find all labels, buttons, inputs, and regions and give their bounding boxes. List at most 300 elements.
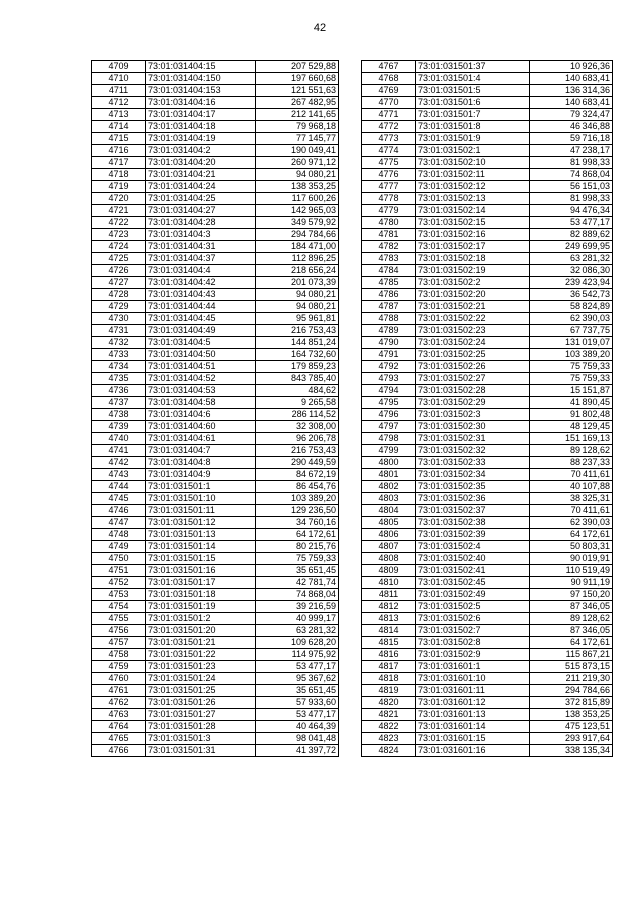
cadastral-number: 73:01:031404:3 [146, 229, 256, 241]
table-row [362, 721, 613, 733]
cadastral-value: 79 324,47 [530, 109, 613, 121]
row-number: 4715 [92, 133, 146, 145]
cadastral-number: 73:01:031404:21 [146, 169, 256, 181]
row-number: 4720 [92, 193, 146, 205]
cadastral-value: 40 107,88 [530, 481, 613, 493]
cadastral-number: 73:01:031502:36 [416, 493, 530, 505]
row-number: 4761 [92, 685, 146, 697]
cadastral-value: 32 086,30 [530, 265, 613, 277]
cadastral-value: 15 151,87 [530, 385, 613, 397]
table-row [92, 625, 339, 637]
cadastral-value: 103 389,20 [256, 493, 339, 505]
cadastral-value: 216 753,43 [256, 445, 339, 457]
table-row [92, 265, 339, 277]
cadastral-value: 53 477,17 [530, 217, 613, 229]
row-number: 4716 [92, 145, 146, 157]
cadastral-value: 144 851,24 [256, 337, 339, 349]
cadastral-number: 73:01:031502:41 [416, 565, 530, 577]
row-number: 4797 [362, 421, 416, 433]
cadastral-number: 73:01:031501:8 [416, 121, 530, 133]
row-number: 4712 [92, 97, 146, 109]
table-row [362, 613, 613, 625]
row-number: 4802 [362, 481, 416, 493]
row-number: 4799 [362, 445, 416, 457]
cadastral-value: 58 824,89 [530, 301, 613, 313]
table-row [362, 325, 613, 337]
table-row [92, 733, 339, 745]
cadastral-number: 73:01:031501:16 [146, 565, 256, 577]
table-row [362, 349, 613, 361]
row-number: 4811 [362, 589, 416, 601]
cadastral-number: 73:01:031501:15 [146, 553, 256, 565]
cadastral-number: 73:01:031501:23 [146, 661, 256, 673]
row-number: 4729 [92, 301, 146, 313]
row-number: 4731 [92, 325, 146, 337]
cadastral-number: 73:01:031601:14 [416, 721, 530, 733]
cadastral-number: 73:01:031502:20 [416, 289, 530, 301]
cadastral-value: 112 896,25 [256, 253, 339, 265]
table-row [362, 745, 613, 757]
cadastral-number: 73:01:031404:28 [146, 217, 256, 229]
row-number: 4782 [362, 241, 416, 253]
cadastral-number: 73:01:031404:61 [146, 433, 256, 445]
row-number: 4822 [362, 721, 416, 733]
row-number: 4767 [362, 61, 416, 73]
table-row [92, 337, 339, 349]
cadastral-value: 96 206,78 [256, 433, 339, 445]
cadastral-value: 216 753,43 [256, 325, 339, 337]
cadastral-number: 73:01:031404:17 [146, 109, 256, 121]
cadastral-value: 197 660,68 [256, 73, 339, 85]
cadastral-number: 73:01:031404:16 [146, 97, 256, 109]
row-number: 4815 [362, 637, 416, 649]
table-row [92, 745, 339, 757]
row-number: 4726 [92, 265, 146, 277]
row-number: 4793 [362, 373, 416, 385]
cadastral-number: 73:01:031502:22 [416, 313, 530, 325]
table-row [92, 481, 339, 493]
cadastral-number: 73:01:031501:18 [146, 589, 256, 601]
row-number: 4788 [362, 313, 416, 325]
cadastral-number: 73:01:031601:11 [416, 685, 530, 697]
row-number: 4786 [362, 289, 416, 301]
table-row [92, 697, 339, 709]
cadastral-number: 73:01:031404:153 [146, 85, 256, 97]
cadastral-value: 67 737,75 [530, 325, 613, 337]
cadastral-number: 73:01:031404:20 [146, 157, 256, 169]
row-number: 4771 [362, 109, 416, 121]
row-number: 4824 [362, 745, 416, 757]
table-row [92, 373, 339, 385]
row-number: 4721 [92, 205, 146, 217]
row-number: 4725 [92, 253, 146, 265]
row-number: 4732 [92, 337, 146, 349]
cadastral-number: 73:01:031404:43 [146, 289, 256, 301]
cadastral-number: 73:01:031404:7 [146, 445, 256, 457]
cadastral-value: 843 785,40 [256, 373, 339, 385]
cadastral-number: 73:01:031502:15 [416, 217, 530, 229]
table-row [362, 409, 613, 421]
cadastral-number: 73:01:031404:24 [146, 181, 256, 193]
row-number: 4724 [92, 241, 146, 253]
cadastral-number: 73:01:031502:28 [416, 385, 530, 397]
cadastral-number: 73:01:031501:19 [146, 601, 256, 613]
cadastral-number: 73:01:031501:17 [146, 577, 256, 589]
cadastral-value: 94 080,21 [256, 169, 339, 181]
cadastral-value: 81 998,33 [530, 157, 613, 169]
table-row [362, 685, 613, 697]
cadastral-value: 138 353,25 [256, 181, 339, 193]
table-row [362, 673, 613, 685]
cadastral-number: 73:01:031404:60 [146, 421, 256, 433]
cadastral-number: 73:01:031502:26 [416, 361, 530, 373]
table-row [362, 505, 613, 517]
cadastral-value: 63 281,32 [256, 625, 339, 637]
cadastral-value: 129 236,50 [256, 505, 339, 517]
table-row [362, 517, 613, 529]
cadastral-value: 48 129,45 [530, 421, 613, 433]
cadastral-number: 73:01:031502:31 [416, 433, 530, 445]
row-number: 4736 [92, 385, 146, 397]
table-row [362, 637, 613, 649]
cadastral-value: 70 411,61 [530, 469, 613, 481]
row-number: 4754 [92, 601, 146, 613]
table-row [92, 181, 339, 193]
cadastral-number: 73:01:031502:19 [416, 265, 530, 277]
row-number: 4746 [92, 505, 146, 517]
table-row [362, 397, 613, 409]
cadastral-value: 140 683,41 [530, 73, 613, 85]
cadastral-number: 73:01:031501:1 [146, 481, 256, 493]
cadastral-value: 35 651,45 [256, 685, 339, 697]
table-row [362, 253, 613, 265]
row-number: 4751 [92, 565, 146, 577]
row-number: 4795 [362, 397, 416, 409]
table-row [92, 457, 339, 469]
row-number: 4765 [92, 733, 146, 745]
table-row [362, 565, 613, 577]
cadastral-value: 56 151,03 [530, 181, 613, 193]
cadastral-value: 90 019,91 [530, 553, 613, 565]
table-row [362, 337, 613, 349]
cadastral-value: 131 019,07 [530, 337, 613, 349]
row-number: 4766 [92, 745, 146, 757]
row-number: 4801 [362, 469, 416, 481]
table-row [362, 625, 613, 637]
row-number: 4804 [362, 505, 416, 517]
cadastral-number: 73:01:031501:25 [146, 685, 256, 697]
cadastral-value: 50 803,31 [530, 541, 613, 553]
cadastral-value: 239 423,94 [530, 277, 613, 289]
row-number: 4770 [362, 97, 416, 109]
row-number: 4723 [92, 229, 146, 241]
cadastral-value: 32 308,00 [256, 421, 339, 433]
cadastral-number: 73:01:031404:25 [146, 193, 256, 205]
cadastral-number: 73:01:031502:29 [416, 397, 530, 409]
table-row [92, 145, 339, 157]
row-number: 4768 [362, 73, 416, 85]
table-row [92, 361, 339, 373]
row-number: 4713 [92, 109, 146, 121]
cadastral-number: 73:01:031502:5 [416, 601, 530, 613]
parcel-table-right [361, 60, 613, 757]
cadastral-value: 84 672,19 [256, 469, 339, 481]
cadastral-value: 63 281,32 [530, 253, 613, 265]
row-number: 4803 [362, 493, 416, 505]
cadastral-value: 475 123,51 [530, 721, 613, 733]
cadastral-number: 73:01:031501:6 [416, 97, 530, 109]
cadastral-value: 74 868,04 [530, 169, 613, 181]
row-number: 4781 [362, 229, 416, 241]
cadastral-value: 212 141,65 [256, 109, 339, 121]
row-number: 4756 [92, 625, 146, 637]
table-row [92, 613, 339, 625]
table-row [362, 577, 613, 589]
table-row [362, 85, 613, 97]
row-number: 4762 [92, 697, 146, 709]
table-row [92, 529, 339, 541]
cadastral-number: 73:01:031601:16 [416, 745, 530, 757]
cadastral-value: 35 651,45 [256, 565, 339, 577]
row-number: 4785 [362, 277, 416, 289]
cadastral-number: 73:01:031601:12 [416, 697, 530, 709]
row-number: 4779 [362, 205, 416, 217]
row-number: 4772 [362, 121, 416, 133]
row-number: 4740 [92, 433, 146, 445]
table-row [362, 265, 613, 277]
cadastral-value: 89 128,62 [530, 613, 613, 625]
cadastral-value: 82 889,62 [530, 229, 613, 241]
cadastral-number: 73:01:031404:15 [146, 61, 256, 73]
table-row [92, 121, 339, 133]
cadastral-number: 73:01:031502:35 [416, 481, 530, 493]
table-row [92, 409, 339, 421]
cadastral-number: 73:01:031501:24 [146, 673, 256, 685]
table-row [362, 241, 613, 253]
cadastral-number: 73:01:031502:32 [416, 445, 530, 457]
table-row [92, 301, 339, 313]
cadastral-number: 73:01:031501:12 [146, 517, 256, 529]
cadastral-number: 73:01:031404:27 [146, 205, 256, 217]
cadastral-value: 103 389,20 [530, 349, 613, 361]
cadastral-number: 73:01:031501:5 [416, 85, 530, 97]
cadastral-value: 62 390,03 [530, 313, 613, 325]
cadastral-value: 114 975,92 [256, 649, 339, 661]
row-number: 4743 [92, 469, 146, 481]
cadastral-number: 73:01:031404:37 [146, 253, 256, 265]
row-number: 4728 [92, 289, 146, 301]
table-row [92, 589, 339, 601]
table-row [362, 529, 613, 541]
row-number: 4755 [92, 613, 146, 625]
table-row [92, 61, 339, 73]
parcel-table-left [91, 60, 339, 757]
row-number: 4814 [362, 625, 416, 637]
cadastral-value: 97 150,20 [530, 589, 613, 601]
cadastral-number: 73:01:031501:37 [416, 61, 530, 73]
table-row [92, 541, 339, 553]
cadastral-value: 290 449,59 [256, 457, 339, 469]
cadastral-value: 117 600,26 [256, 193, 339, 205]
cadastral-number: 73:01:031501:28 [146, 721, 256, 733]
cadastral-value: 249 699,95 [530, 241, 613, 253]
cadastral-value: 90 911,19 [530, 577, 613, 589]
row-number: 4783 [362, 253, 416, 265]
row-number: 4759 [92, 661, 146, 673]
cadastral-value: 294 784,66 [256, 229, 339, 241]
cadastral-number: 73:01:031502:39 [416, 529, 530, 541]
row-number: 4805 [362, 517, 416, 529]
row-number: 4730 [92, 313, 146, 325]
table-row [92, 73, 339, 85]
table-row [362, 541, 613, 553]
cadastral-value: 53 477,17 [256, 661, 339, 673]
cadastral-value: 94 080,21 [256, 301, 339, 313]
table-row [362, 313, 613, 325]
row-number: 4812 [362, 601, 416, 613]
cadastral-value: 79 968,18 [256, 121, 339, 133]
row-number: 4733 [92, 349, 146, 361]
row-number: 4735 [92, 373, 146, 385]
cadastral-number: 73:01:031502:1 [416, 145, 530, 157]
table-row [362, 649, 613, 661]
cadastral-number: 73:01:031501:21 [146, 637, 256, 649]
cadastral-value: 267 482,95 [256, 97, 339, 109]
table-row [92, 133, 339, 145]
cadastral-number: 73:01:031601:1 [416, 661, 530, 673]
row-number: 4745 [92, 493, 146, 505]
table-row [362, 373, 613, 385]
table-row [362, 589, 613, 601]
cadastral-number: 73:01:031404:44 [146, 301, 256, 313]
row-number: 4747 [92, 517, 146, 529]
row-number: 4734 [92, 361, 146, 373]
cadastral-value: 294 784,66 [530, 685, 613, 697]
cadastral-number: 73:01:031502:27 [416, 373, 530, 385]
cadastral-number: 73:01:031502:7 [416, 625, 530, 637]
cadastral-number: 73:01:031501:14 [146, 541, 256, 553]
cadastral-value: 89 128,62 [530, 445, 613, 457]
cadastral-number: 73:01:031501:26 [146, 697, 256, 709]
table-row [92, 325, 339, 337]
cadastral-value: 59 716,18 [530, 133, 613, 145]
table-row [92, 553, 339, 565]
cadastral-number: 73:01:031404:50 [146, 349, 256, 361]
cadastral-value: 515 873,15 [530, 661, 613, 673]
row-number: 4780 [362, 217, 416, 229]
table-row [92, 661, 339, 673]
cadastral-number: 73:01:031502:30 [416, 421, 530, 433]
cadastral-value: 80 215,76 [256, 541, 339, 553]
cadastral-number: 73:01:031502:3 [416, 409, 530, 421]
row-number: 4807 [362, 541, 416, 553]
row-number: 4760 [92, 673, 146, 685]
cadastral-value: 53 477,17 [256, 709, 339, 721]
row-number: 4758 [92, 649, 146, 661]
cadastral-number: 73:01:031502:45 [416, 577, 530, 589]
table-row [92, 685, 339, 697]
table-row [362, 277, 613, 289]
cadastral-number: 73:01:031404:51 [146, 361, 256, 373]
table-row [362, 181, 613, 193]
cadastral-value: 39 216,59 [256, 601, 339, 613]
cadastral-number: 73:01:031404:6 [146, 409, 256, 421]
cadastral-value: 75 759,33 [530, 361, 613, 373]
cadastral-value: 9 265,58 [256, 397, 339, 409]
row-number: 4775 [362, 157, 416, 169]
row-number: 4789 [362, 325, 416, 337]
row-number: 4774 [362, 145, 416, 157]
cadastral-number: 73:01:031501:4 [416, 73, 530, 85]
table-row [362, 229, 613, 241]
cadastral-value: 91 802,48 [530, 409, 613, 421]
cadastral-number: 73:01:031502:13 [416, 193, 530, 205]
cadastral-value: 75 759,33 [256, 553, 339, 565]
row-number: 4750 [92, 553, 146, 565]
cadastral-number: 73:01:031501:10 [146, 493, 256, 505]
table-row [92, 565, 339, 577]
cadastral-value: 36 542,73 [530, 289, 613, 301]
cadastral-number: 73:01:031502:8 [416, 637, 530, 649]
row-number: 4776 [362, 169, 416, 181]
row-number: 4821 [362, 709, 416, 721]
table-row [92, 673, 339, 685]
table-row [362, 493, 613, 505]
cadastral-number: 73:01:031502:24 [416, 337, 530, 349]
row-number: 4790 [362, 337, 416, 349]
cadastral-value: 41 890,45 [530, 397, 613, 409]
cadastral-value: 81 998,33 [530, 193, 613, 205]
table-row [92, 469, 339, 481]
table-row [92, 85, 339, 97]
cadastral-number: 73:01:031601:13 [416, 709, 530, 721]
cadastral-number: 73:01:031501:27 [146, 709, 256, 721]
cadastral-number: 73:01:031501:3 [146, 733, 256, 745]
cadastral-value: 293 917,64 [530, 733, 613, 745]
cadastral-number: 73:01:031502:16 [416, 229, 530, 241]
table-row [362, 481, 613, 493]
cadastral-number: 73:01:031404:58 [146, 397, 256, 409]
row-number: 4711 [92, 85, 146, 97]
cadastral-number: 73:01:031502:4 [416, 541, 530, 553]
table-row [362, 97, 613, 109]
cadastral-value: 86 454,76 [256, 481, 339, 493]
table-row [92, 637, 339, 649]
cadastral-value: 47 238,17 [530, 145, 613, 157]
cadastral-number: 73:01:031404:150 [146, 73, 256, 85]
cadastral-value: 218 656,24 [256, 265, 339, 277]
table-row [92, 493, 339, 505]
cadastral-number: 73:01:031404:42 [146, 277, 256, 289]
cadastral-number: 73:01:031502:9 [416, 649, 530, 661]
row-number: 4792 [362, 361, 416, 373]
row-number: 4748 [92, 529, 146, 541]
table-row [92, 229, 339, 241]
table-row [92, 313, 339, 325]
table-row [362, 301, 613, 313]
table-row [362, 109, 613, 121]
cadastral-number: 73:01:031404:49 [146, 325, 256, 337]
cadastral-number: 73:01:031404:8 [146, 457, 256, 469]
cadastral-value: 77 145,77 [256, 133, 339, 145]
cadastral-value: 286 114,52 [256, 409, 339, 421]
cadastral-value: 151 169,13 [530, 433, 613, 445]
cadastral-number: 73:01:031501:20 [146, 625, 256, 637]
row-number: 4753 [92, 589, 146, 601]
row-number: 4778 [362, 193, 416, 205]
cadastral-number: 73:01:031404:52 [146, 373, 256, 385]
row-number: 4818 [362, 673, 416, 685]
